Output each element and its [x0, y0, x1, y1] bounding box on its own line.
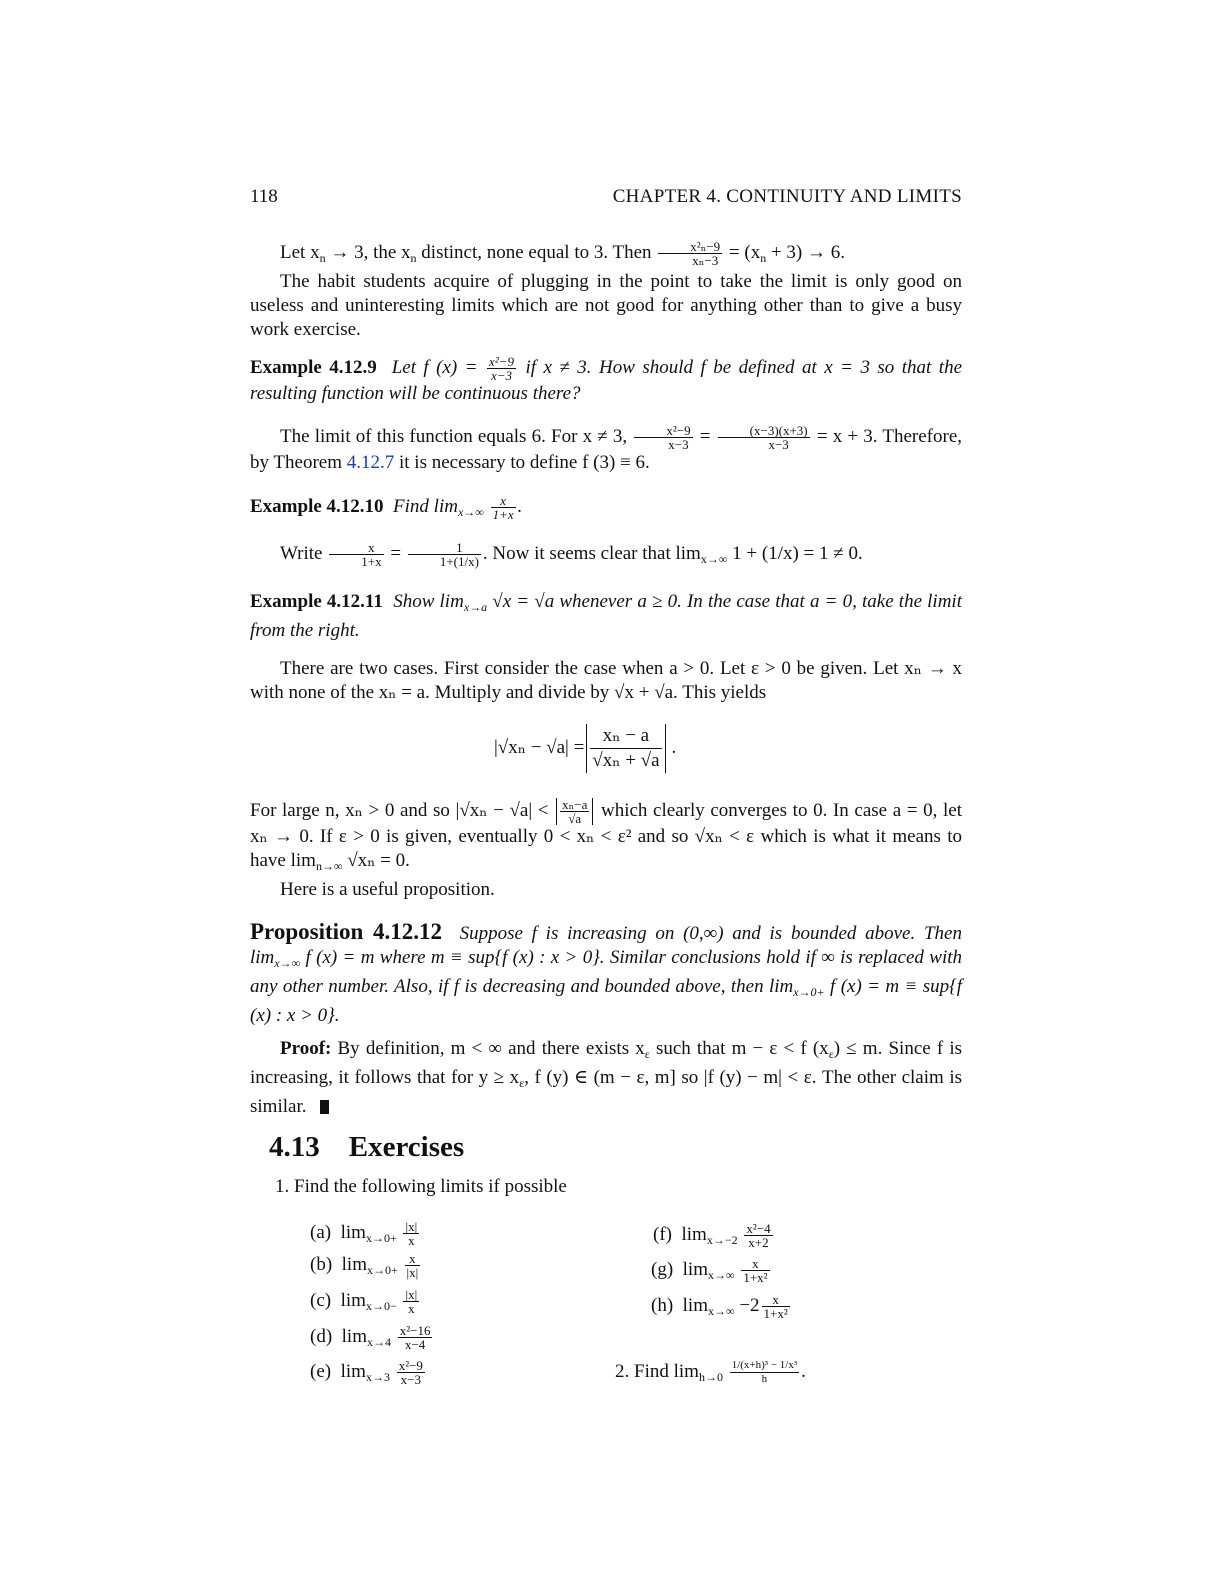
exercise-item-e: (e) $\lim_{x\to 3}$ $\frac{\text{x²−9}}{x-3}$	[310, 1358, 423, 1387]
exercise-1: 1. Find the following limits if possible	[275, 1176, 567, 1197]
exercise-item-d: (d) $\lim_{x\to 4}$ $\frac{\text{x²−16}}{x-4}$	[310, 1323, 431, 1352]
display-equation: |√xₙ − √a| = $\frac{\text{xₙ − a}}{\text{√xₙ + √a}}$ .	[494, 724, 677, 771]
exercise-item-f: (f) $\lim_{x\to-2}$ $\frac{\text{x²−4}}{x+2}$	[653, 1221, 771, 1250]
example-4-12-9: Example 4.12.9 Let f (x) = $\frac{\text{x²−9}}{x-3}$ if x ≠ 3. How should f be defined at x = 3 so that the resulting function will be continuous there?	[250, 354, 963, 404]
exercise-item-g: (g) $\lim_{x\to\infty}$ $\frac{x}{\text{1+x²}}$	[651, 1256, 768, 1285]
running-head: CHAPTER 4. CONTINUITY AND LIMITS	[612, 186, 962, 207]
habit-paragraph: The habit students acquire of plugging in the point to take the limit is only good on useless and uninteresting limits which are not good for anything other than to give a busy work exercise.	[250, 270, 962, 340]
proposition-label: Proposition 4.12.12	[250, 919, 443, 944]
page-number: 118	[250, 186, 278, 207]
section-heading	[269, 1130, 464, 1164]
example-label: Example 4.12.10	[250, 495, 384, 517]
exercise-2: 2. Find $\lim_{h\to 0}$ $\frac{\text{1/(x+h)³ − 1/x³}}{h}$ .	[615, 1359, 806, 1385]
exercise-item-c: (c) $\lim_{x\to 0-}$ $\frac{|x|}{x}$	[310, 1287, 418, 1316]
exercise-item-a: (a) $\lim_{x\to 0+}$ $\frac{|x|}{x}$	[310, 1219, 418, 1248]
intro-paragraph	[250, 240, 962, 342]
example-4-12-10-solution: Write $\frac{x}{1+x}$ = $\frac{1}{1+(1/x)}$ . Now it seems clear that $\lim_{x\to\infty} 1 + (1/x) = 1 \ne 0$.	[280, 540, 863, 569]
proposition-4-12-12: Proposition 4.12.12 Suppose f is increasing on (0,∞) and is bounded above. Then $\lim_{x\to\infty} f$ (x) = m where m ≡ sup{f (x) : x > 0}. Similar conclusions hold if ∞ is replaced with any other number. Also, if f is decreasing and bounded above, then $\lim_{x\to 0+} f$ (x) = m ≡ sup{f (x) : x > 0}.	[250, 919, 962, 1026]
exercise-item-h: (h) $\lim_{x\to\infty} -2$ $\frac{x}{\text{1+x²}}$	[651, 1292, 788, 1321]
fraction: $\frac{\text{x²ₙ−9}}{\text{xₙ−3}}$	[658, 240, 722, 267]
example-label: Example 4.12.9	[250, 356, 377, 378]
example-4-12-11-solution: There are two cases. First consider the case when a > 0. Let ε > 0 be given. Let xₙ → x with none of the xₙ = a. Multiply and divide by √x + √a. This yields	[250, 658, 962, 703]
theorem-link[interactable]: 4.12.7	[346, 452, 395, 473]
example-4-12-10: Example 4.12.10 Find $\lim_{x\to\infty}$ $\frac{x}{1+x}$ .	[250, 493, 523, 522]
example-4-12-11: Example 4.12.11 Show $\lim_{x\to a} √x = √a$ whenever a ≥ 0. In the case that a = 0, take the limit from the right.	[250, 591, 962, 641]
proof: Proof: By definition, m < ∞ and there exists $x_\varepsilon$ such that m − ε < f $(x_\varepsilon) \le m$. Since f is increasing, it follows that for $y \ge x_\varepsilon$, f (y) ∈ (m − ε, m] so |f (y) − m| < ε. The other claim is similar.	[250, 1038, 963, 1117]
display-fraction: $\frac{\text{xₙ − a}}{\text{√xₙ + √a}}$	[586, 724, 665, 773]
qed-box	[320, 1100, 329, 1114]
exercise-item-b: (b) $\lim_{x\to 0+}$ $\frac{x}{|x|}$	[310, 1251, 419, 1280]
example-label: Example 4.12.11	[250, 591, 383, 612]
proof-label: Proof:	[280, 1038, 332, 1059]
example-4-12-9-solution: The limit of this function equals 6. For x ≠ 3, $\frac{\text{x²−9}}{x-3}$ = $\frac{(x-3)(x+3)}{x-3}$ = x + 3. Therefore, by Theorem 4.12.7 it is necessary to define f (3) ≡ 6.	[250, 423, 963, 473]
section-number: 4.13	[269, 1131, 320, 1163]
intro-line: Let $x_n \to 3$, the $x_n$ distinct, none equal to 3. Then $\frac{\text{x²ₙ−9}}{\text{xₙ−3}}$ = $(x_n + 3) \to 6$.	[280, 239, 845, 268]
section-title: Exercises	[348, 1131, 465, 1163]
example-4-12-11-continuation: For large n, xₙ > 0 and so |√xₙ − √a| < $\frac{\text{xₙ−a}}{√a}$ which clearly converges to 0. In case a = 0, let xₙ → 0. If ε > 0 is given, eventually 0 < xₙ < ε² and so √xₙ < ε which is what it means to have $\lim_{n\to\infty} √x_n = 0$. Here is a useful proposition.	[250, 797, 962, 900]
